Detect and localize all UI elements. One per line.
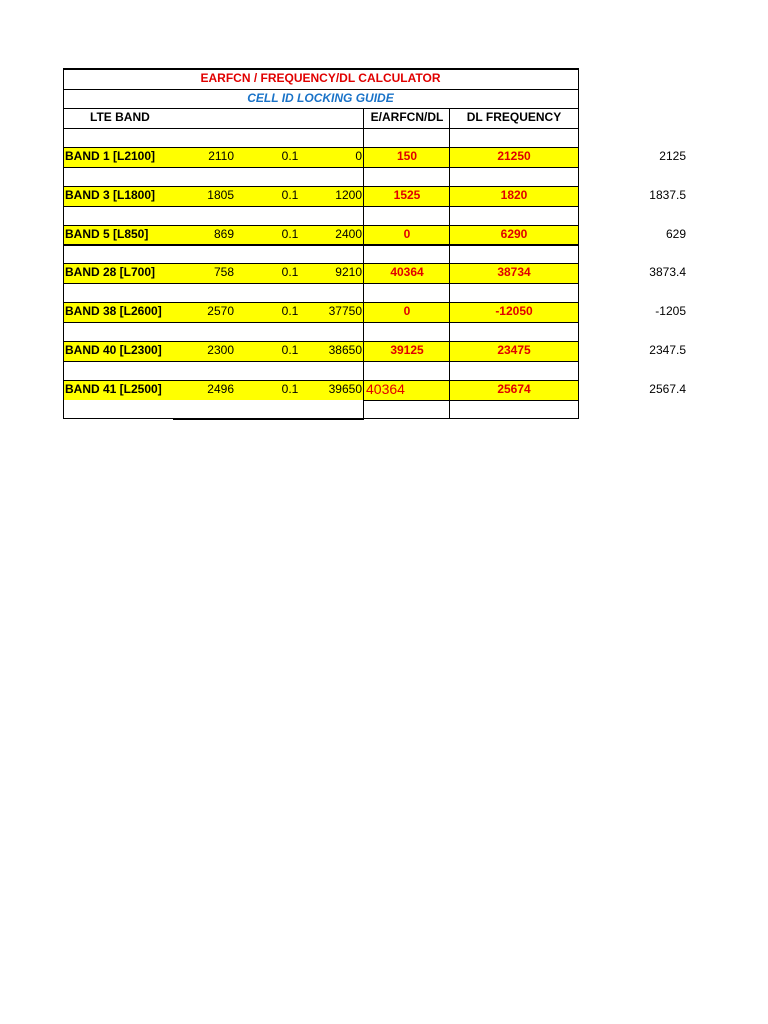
result-cell: 2347.5 xyxy=(649,343,686,357)
header-earfcn: E/ARFCN/DL xyxy=(370,110,444,124)
row-border-bottom xyxy=(63,245,579,246)
earfcn-cell: 0 xyxy=(364,302,450,322)
header-dl-frequency: DL FREQUENCY xyxy=(466,110,562,124)
row-border-top xyxy=(63,167,579,168)
row-border-top xyxy=(63,206,579,207)
result-cell: 2567.4 xyxy=(649,382,686,396)
row-border xyxy=(63,147,579,148)
earfcn-cell: 150 xyxy=(364,147,450,167)
offset-cell: 2400 xyxy=(335,227,362,241)
step-cell: 0.1 xyxy=(281,265,299,279)
offset-cell: 38650 xyxy=(328,343,362,357)
result-cell: 2125 xyxy=(659,149,686,163)
sheet-subtitle: CELL ID LOCKING GUIDE xyxy=(247,91,394,105)
border-col-dl-left xyxy=(449,108,450,419)
dl-frequency-cell: 21250 xyxy=(450,147,578,167)
band-label: BAND 3 [L1800] xyxy=(63,186,363,206)
row-border xyxy=(63,341,579,342)
band-label: BAND 5 [L850] xyxy=(63,225,363,245)
border-right xyxy=(578,68,579,419)
row-border xyxy=(63,263,579,264)
row-border xyxy=(63,225,579,226)
row-border xyxy=(63,186,579,187)
step-cell: 0.1 xyxy=(281,343,299,357)
offset-cell: 39650 xyxy=(328,382,362,396)
row-border-top xyxy=(63,128,579,129)
row-border-top xyxy=(63,322,579,323)
earfcn-input-cell[interactable]: 40364 xyxy=(366,381,405,397)
start-frequency-cell: 2300 xyxy=(207,343,234,357)
band-label: BAND 28 [L700] xyxy=(63,263,363,283)
offset-cell: 1200 xyxy=(335,188,362,202)
row-border xyxy=(63,380,579,381)
start-frequency-cell: 1805 xyxy=(207,188,234,202)
row-border-top xyxy=(63,283,579,284)
border-title-bottom xyxy=(63,89,579,90)
row-border-bottom xyxy=(364,400,579,401)
header-lte-band: LTE BAND xyxy=(90,110,150,124)
dl-frequency-cell: 38734 xyxy=(450,263,578,283)
step-cell: 0.1 xyxy=(281,382,299,396)
earfcn-cell: 1525 xyxy=(364,186,450,206)
result-cell: 3873.4 xyxy=(649,265,686,279)
border-subtitle-bottom xyxy=(63,108,579,109)
dl-frequency-cell: 25674 xyxy=(450,380,578,400)
band-label: BAND 38 [L2600] xyxy=(63,302,363,322)
step-cell: 0.1 xyxy=(281,149,299,163)
start-frequency-cell: 2496 xyxy=(207,382,234,396)
row-border xyxy=(63,302,579,303)
earfcn-cell: 0 xyxy=(364,225,450,245)
row-border-top xyxy=(63,361,579,362)
border-col-earfcn-left xyxy=(363,108,364,419)
step-cell: 0.1 xyxy=(281,188,299,202)
start-frequency-cell: 2110 xyxy=(208,149,234,163)
start-frequency-cell: 869 xyxy=(213,227,234,241)
step-cell: 0.1 xyxy=(281,227,299,241)
border-bottom-inner xyxy=(173,418,364,420)
earfcn-cell: 40364 xyxy=(364,263,450,283)
offset-cell: 37750 xyxy=(328,304,362,318)
offset-cell: 0 xyxy=(355,149,362,163)
band-label: BAND 40 [L2300] xyxy=(63,341,363,361)
border-left xyxy=(63,68,64,419)
result-cell: 1837.5 xyxy=(649,188,686,202)
dl-frequency-cell: -12050 xyxy=(450,302,578,322)
dl-frequency-cell: 23475 xyxy=(450,341,578,361)
earfcn-cell: 39125 xyxy=(364,341,450,361)
border-top xyxy=(63,68,579,70)
start-frequency-cell: 758 xyxy=(213,265,234,279)
dl-frequency-cell: 6290 xyxy=(450,225,578,245)
start-frequency-cell: 2570 xyxy=(207,304,234,318)
result-cell: 629 xyxy=(665,227,686,241)
sheet-title: EARFCN / FREQUENCY/DL CALCULATOR xyxy=(200,71,441,85)
band-label: BAND 1 [L2100] xyxy=(63,147,363,167)
result-cell: -1205 xyxy=(655,304,686,318)
dl-frequency-cell: 1820 xyxy=(450,186,578,206)
offset-cell: 9210 xyxy=(335,265,362,279)
band-label: BAND 41 [L2500] xyxy=(63,380,173,400)
row-border-top xyxy=(63,244,579,245)
step-cell: 0.1 xyxy=(281,304,299,318)
